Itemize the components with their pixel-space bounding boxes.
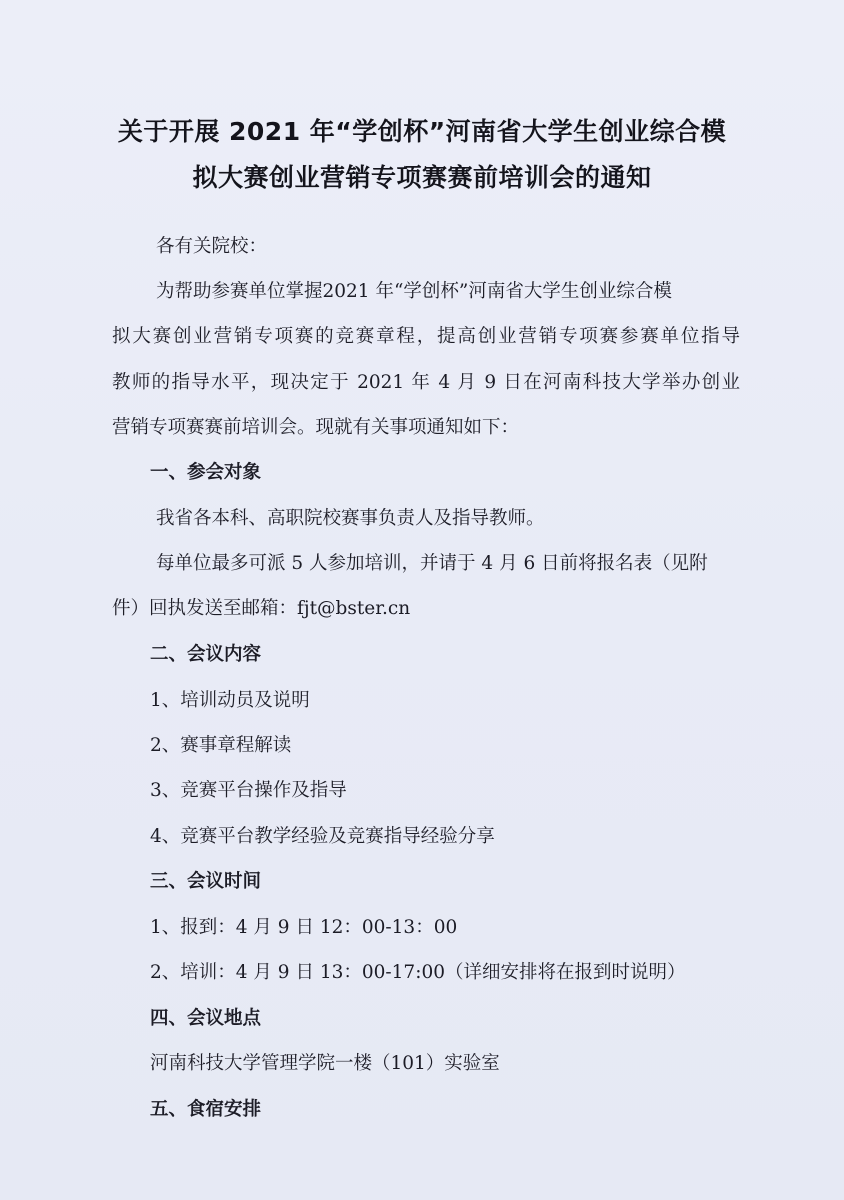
time-item-2: 2、培训：4 月 9 日 13：00-17:00（详细安排将在报到时说明）	[150, 962, 686, 983]
content-item-3: 3、竞赛平台操作及指导	[150, 780, 347, 801]
intro-line-1: 为帮助参赛单位掌握2021 年“学创杯”河南省大学生创业综合模	[156, 281, 672, 302]
attendees-paragraph: 我省各本科、高职院校赛事负责人及指导教师。	[156, 508, 545, 529]
section-heading-content: 二、会议内容	[150, 644, 262, 665]
section-heading-attendees: 一、参会对象	[150, 462, 262, 483]
registration-line-1: 每单位最多可派 5 人参加培训，并请于 4 月 6 日前将报名表（见附	[156, 553, 708, 574]
salutation: 各有关院校：	[156, 236, 268, 257]
section-heading-accommodation: 五、食宿安排	[150, 1099, 262, 1120]
section-heading-time: 三、会议时间	[150, 871, 262, 892]
time-item-1: 1、报到：4 月 9 日 12：00-13：00	[150, 917, 458, 938]
document-title-line-2: 拟大赛创业营销专项赛赛前培训会的通知	[192, 163, 652, 192]
registration-line-2: 件）回执发送至邮箱：fjt@bster.cn	[112, 598, 411, 619]
intro-line-2: 拟大赛创业营销专项赛的竞赛章程，提高创业营销专项赛参赛单位指导	[112, 326, 740, 347]
document-title-line-1: 关于开展 2021 年“学创杯”河南省大学生创业综合模	[117, 117, 727, 146]
intro-line-3: 教师的指导水平，现决定于 2021 年 4 月 9 日在河南科技大学举办创业	[112, 372, 740, 393]
content-item-2: 2、赛事章程解读	[150, 735, 292, 756]
intro-line-4: 营销专项赛赛前培训会。现就有关事项通知如下：	[112, 417, 520, 438]
content-item-4: 4、竞赛平台教学经验及竞赛指导经验分享	[150, 826, 495, 847]
section-heading-location: 四、会议地点	[150, 1008, 262, 1029]
location-text: 河南科技大学管理学院一楼（101）实验室	[150, 1053, 500, 1074]
content-item-1: 1、培训动员及说明	[150, 690, 310, 711]
